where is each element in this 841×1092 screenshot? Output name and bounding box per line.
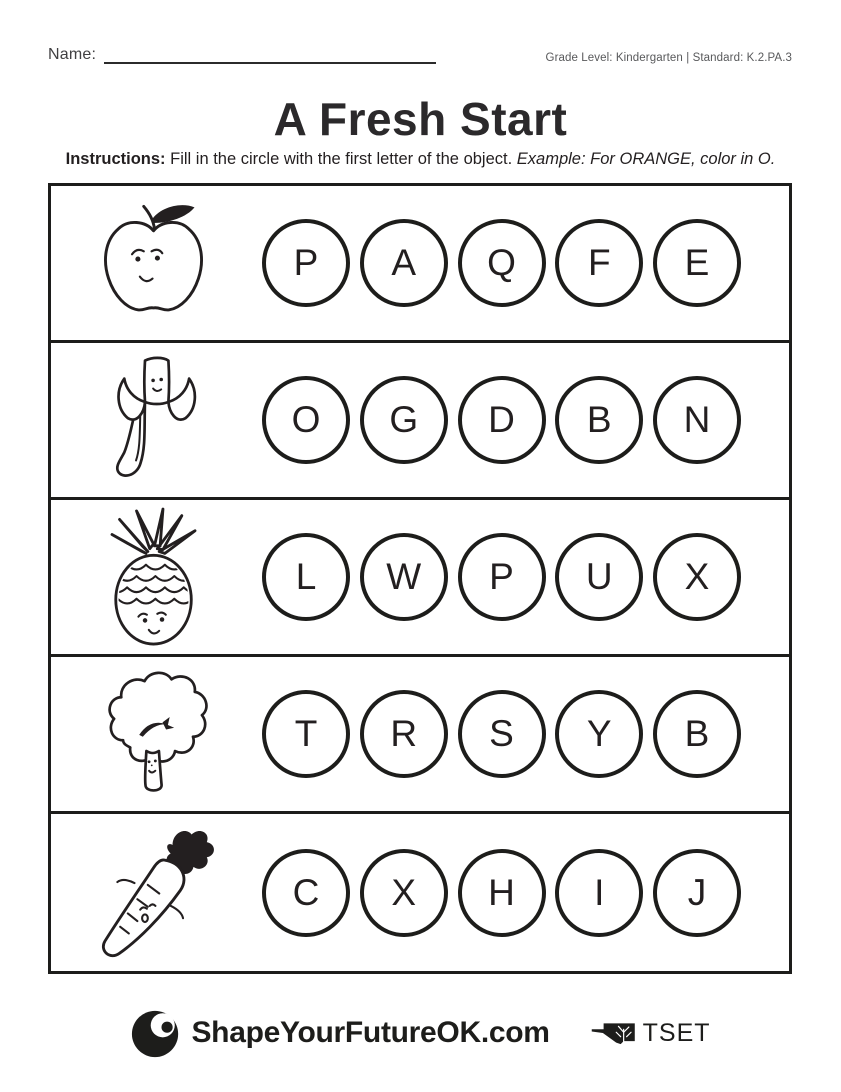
footer [0,1006,841,1060]
letter-circle[interactable]: S [458,690,546,778]
letter-circle[interactable]: B [555,376,643,464]
letter-circle[interactable]: Q [458,219,546,307]
letter-circle[interactable]: U [555,533,643,621]
broccoli-icon [51,665,256,803]
tset-label: TSET [642,1018,711,1047]
worksheet-row-pineapple [51,500,789,657]
instructions-label: Instructions: [65,150,166,168]
letter-circle[interactable]: J [653,849,741,937]
letter-circle[interactable]: D [458,376,546,464]
tset-logo-group [591,1018,711,1048]
tset-oklahoma-icon [591,1018,637,1048]
worksheet-row-carrot [51,814,789,971]
carrot-icon [51,824,256,962]
letter-circle[interactable]: E [653,219,741,307]
letter-circle[interactable]: P [458,533,546,621]
letter-circle[interactable]: L [262,533,350,621]
letter-circle[interactable]: C [262,849,350,937]
letter-circle[interactable]: G [360,376,448,464]
worksheet-row-apple [51,186,789,343]
letter-circle[interactable]: B [653,690,741,778]
letter-choices [256,376,789,464]
grade-standard-text: Grade Level: Kindergarten | Standard: K.2.PA.3 [545,52,792,64]
letter-circle[interactable]: N [653,376,741,464]
letter-circle[interactable]: F [555,219,643,307]
letter-choices [256,690,789,778]
site-url-text: ShapeYourFutureOK.com [191,1016,550,1049]
worksheet-table [48,183,792,974]
letter-circle[interactable]: P [262,219,350,307]
name-input-line[interactable] [104,46,436,64]
letter-circle[interactable]: I [555,849,643,937]
banana-icon [51,350,256,490]
letter-choices [256,849,789,937]
name-field-row [48,46,436,64]
letter-circle[interactable]: W [360,533,448,621]
letter-circle[interactable]: Y [555,690,643,778]
apple-icon [51,199,256,327]
letter-choices [256,533,789,621]
name-label: Name: [48,46,97,63]
letter-circle[interactable]: R [360,690,448,778]
letter-circle[interactable]: O [262,376,350,464]
letter-circle[interactable]: T [262,690,350,778]
instructions-text [0,150,841,169]
instructions-body: Fill in the circle with the first letter of the object. [165,150,517,168]
worksheet-row-broccoli [51,657,789,814]
letter-circle[interactable]: X [360,849,448,937]
instructions-example: Example: For ORANGE, color in O. [516,150,776,168]
pineapple-icon [51,505,256,649]
letter-circle[interactable]: A [360,219,448,307]
shape-your-future-logo-icon [130,1006,182,1060]
letter-circle[interactable]: X [653,533,741,621]
page-title: A Fresh Start [273,93,568,145]
letter-circle[interactable]: H [458,849,546,937]
letter-choices [256,219,789,307]
worksheet-row-banana [51,343,789,500]
